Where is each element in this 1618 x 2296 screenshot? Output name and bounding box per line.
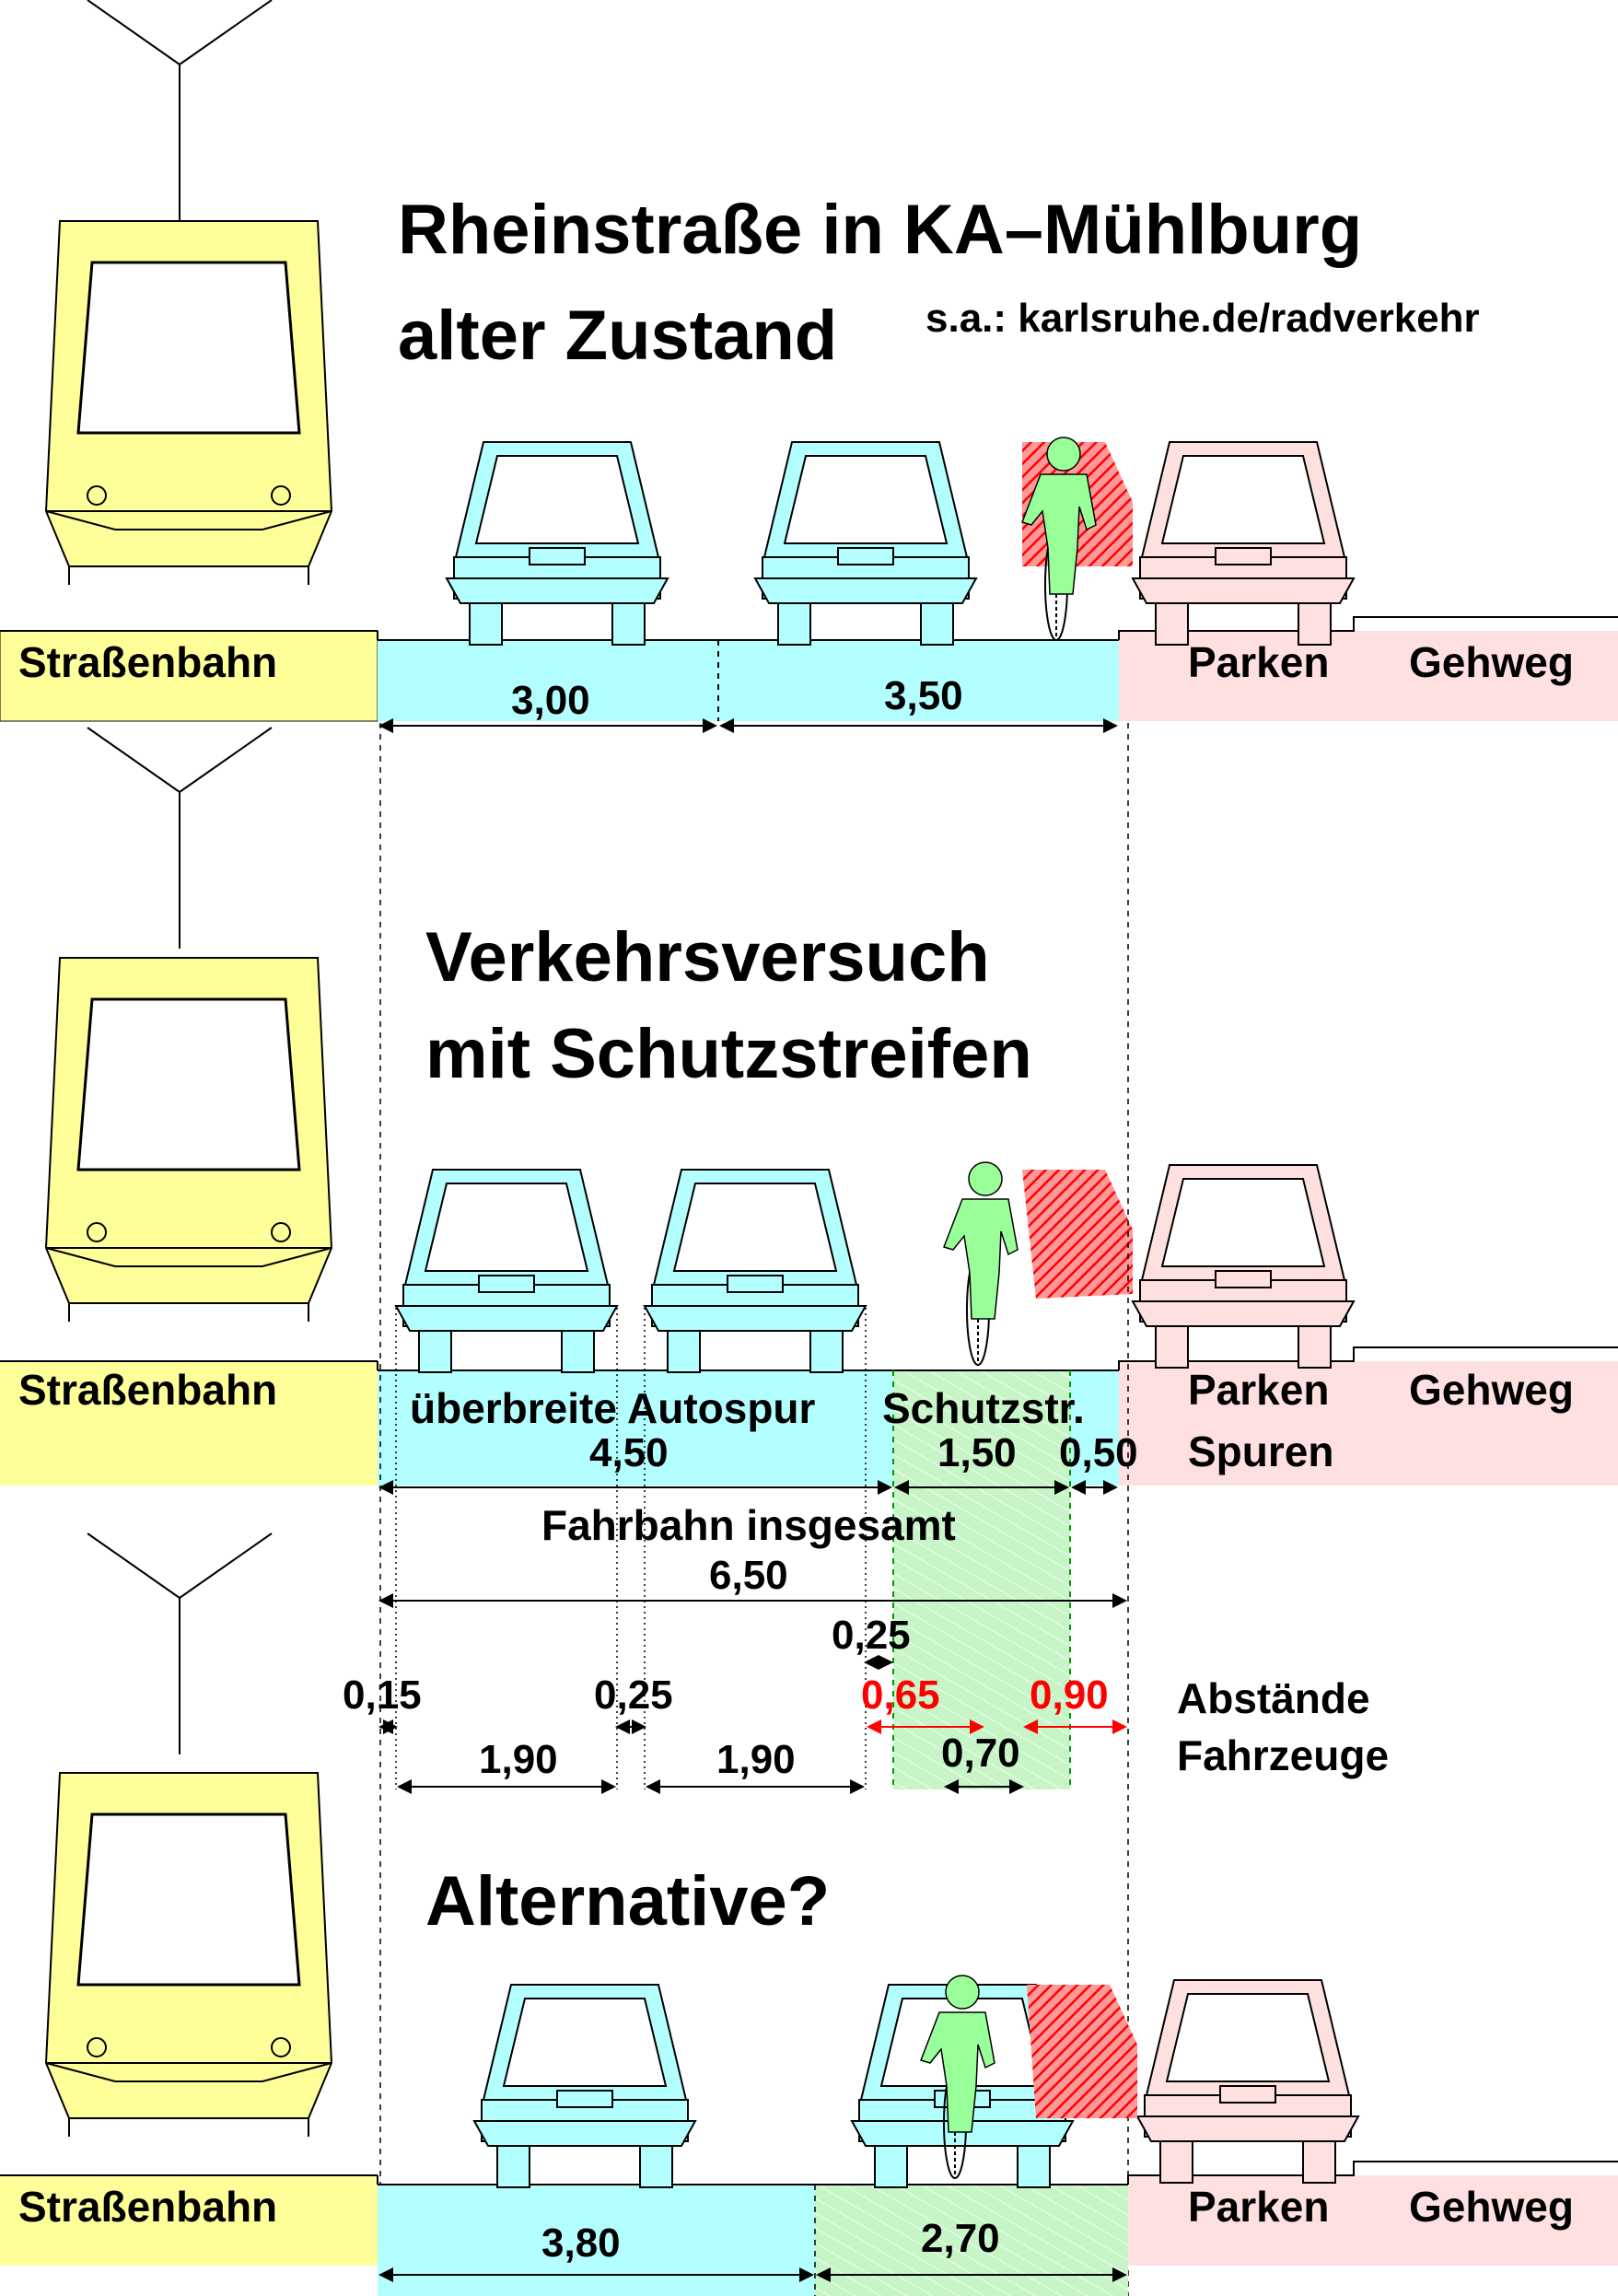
gap-090: 0,90: [1030, 1672, 1109, 1718]
sidewalk-label: Gehweg: [1409, 2183, 1574, 2231]
old-lanes: [378, 640, 1119, 721]
door-zone-hatch: [1027, 1985, 1137, 2118]
total-width: 6,50: [709, 1553, 788, 1598]
car-width-2: 1,90: [716, 1737, 796, 1782]
tram-icon: [46, 221, 332, 585]
old-lane-1-width: 3,00: [511, 678, 590, 723]
vehicles-label: Fahrzeuge: [1177, 1731, 1390, 1779]
parked-car-icon: [1133, 442, 1354, 645]
sidewalk-label: Gehweg: [1409, 1366, 1574, 1414]
section-trial: [0, 728, 1618, 1789]
car-1-icon: [447, 442, 668, 645]
state-title: alter Zustand: [398, 297, 838, 375]
car-2-icon: [645, 1170, 866, 1372]
sidewalk-label: Gehweg: [1409, 638, 1574, 686]
section-alternative: [0, 1533, 1618, 2296]
car-2-icon: [755, 442, 976, 645]
section-old-state: [0, 0, 1618, 726]
parked-car-icon: [1137, 1980, 1358, 2183]
parked-car-icon: [1133, 1165, 1354, 1368]
trial-lane-width: 4,50: [589, 1430, 669, 1475]
car-1-icon: [396, 1170, 617, 1372]
parking-label: Parken: [1188, 1366, 1330, 1414]
main-title: Rheinstraße in KA–Mühlburg: [398, 191, 1363, 269]
old-lane-2-width: 3,50: [884, 673, 963, 718]
trial-title-2: mit Schutzstreifen: [425, 1015, 1032, 1093]
car-width-1: 1,90: [479, 1737, 558, 1782]
distance-annotations: [343, 1501, 1389, 1787]
lanes-label: Spuren: [1188, 1428, 1334, 1475]
tram-icon: [46, 958, 332, 1322]
parking-label: Parken: [1188, 2183, 1330, 2231]
tram-label: Straßenbahn: [18, 638, 278, 686]
trial-title-1: Verkehrsversuch: [425, 918, 990, 996]
alternative-title: Alternative?: [425, 1862, 831, 1941]
tram-icon: [46, 1773, 332, 2137]
door-zone-hatch: [1022, 1170, 1133, 1299]
cyclist-icon: [944, 1162, 1018, 1365]
carriageway-total-label: Fahrbahn insgesamt: [541, 1501, 956, 1549]
source-text: s.a.: karlsruhe.de/radverkehr: [925, 296, 1480, 341]
distances-label: Abstände: [1177, 1674, 1370, 1722]
tram-label: Straßenbahn: [18, 2183, 278, 2231]
tram-label: Straßenbahn: [18, 1366, 278, 1414]
alt-lane-width: 3,80: [541, 2220, 621, 2266]
trial-strip-width: 1,50: [937, 1430, 1017, 1475]
wide-lane-label: überbreite Autospur: [410, 1384, 816, 1432]
gap-065: 0,65: [861, 1672, 940, 1718]
trial-buffer-width: 0,50: [1059, 1430, 1138, 1475]
gap-025-b: 0,25: [594, 1672, 673, 1718]
alt-bike-width: 2,70: [921, 2216, 1000, 2261]
car-1-icon: [474, 1985, 695, 2187]
bike-width: 0,70: [941, 1731, 1020, 1776]
parking-label: Parken: [1188, 638, 1330, 686]
gap-015: 0,15: [343, 1672, 422, 1718]
gap-025-a: 0,25: [832, 1613, 911, 1658]
protect-strip-label: Schutzstr.: [882, 1384, 1085, 1432]
